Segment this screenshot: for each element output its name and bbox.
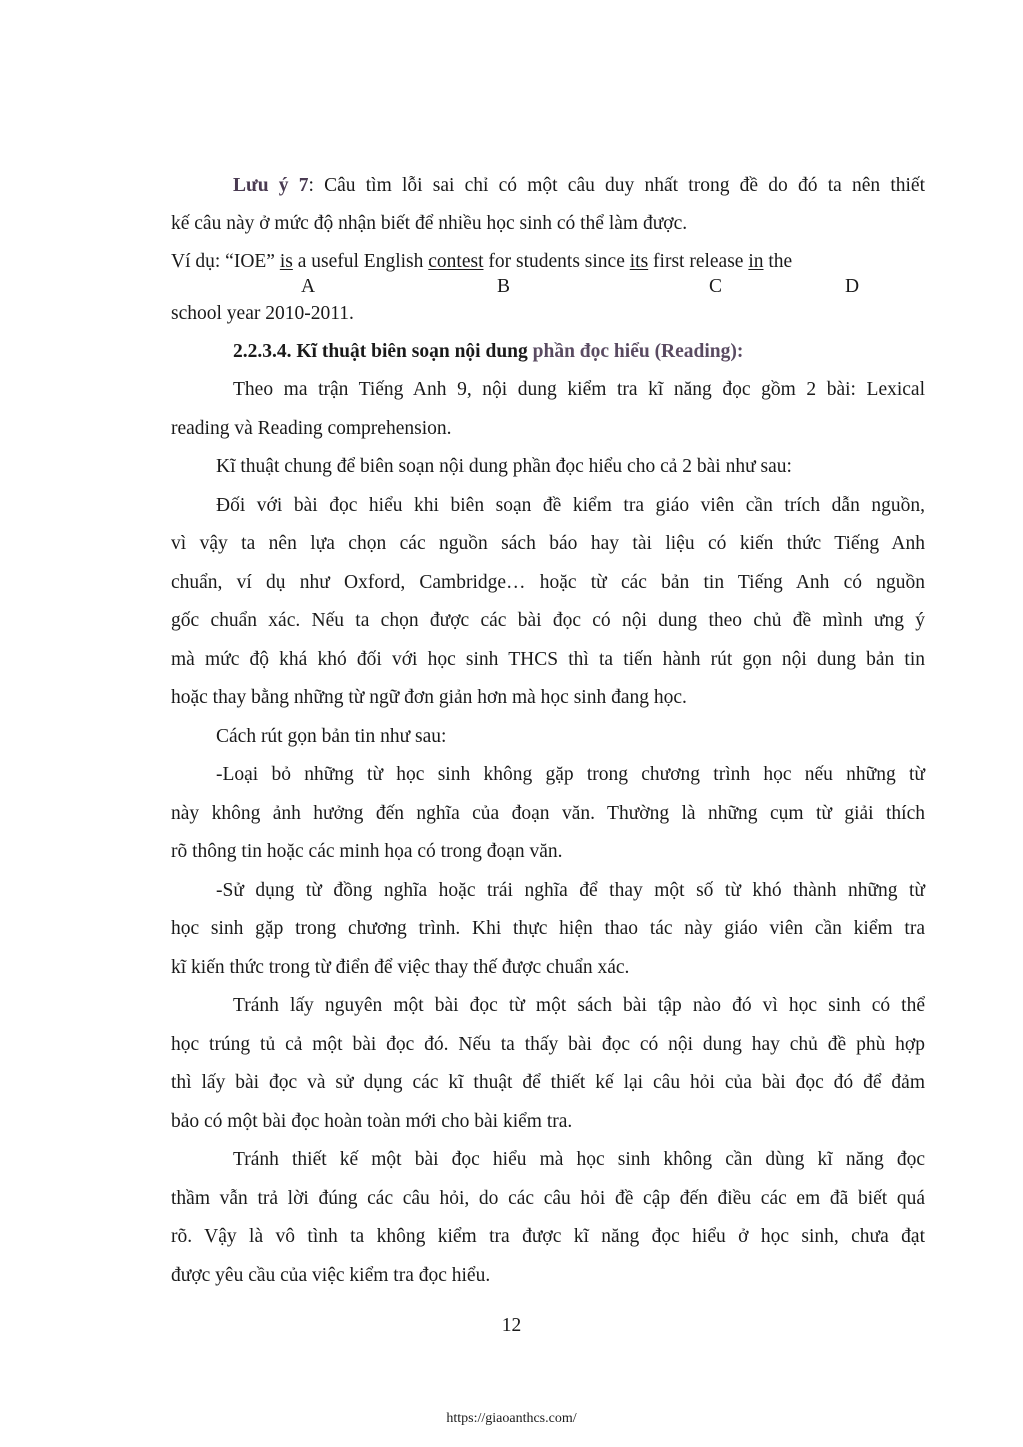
paragraph-line: gốc chuẩn xác. Nếu ta chọn được các bài đọc có nội dung theo chủ đề mình ưng ý xyxy=(171,610,925,631)
footer-url[interactable]: https://giaoanthcs.com/ xyxy=(446,1411,577,1426)
paragraph-line: Tránh thiết kế một bài đọc hiểu mà học sinh không cần dùng kĩ năng đọc xyxy=(233,1149,925,1170)
paragraph-line: mà mức độ khá khó đối với học sinh THCS thì ta tiến hành rút gọn nội dung bản tin xyxy=(171,649,925,670)
paragraph-line: thì lấy bài đọc và sử dụng các kĩ thuật để thiết kế lại câu hỏi của bài đọc đó để đảm xyxy=(171,1072,925,1093)
paragraph-line: Kĩ thuật chung để biên soạn nội dung phần đọc hiểu cho cả 2 bài như sau: xyxy=(216,456,792,477)
example-line-2: school year 2010-2011. xyxy=(171,303,354,324)
note7-label: Lưu ý 7 xyxy=(233,175,309,196)
option-b-label: B xyxy=(497,276,511,297)
paragraph-line: học trúng tủ cả một bài đọc đó. Nếu ta thấy bài đọc có nội dung hay chủ đề phù hợp xyxy=(171,1034,925,1055)
option-c-label: C xyxy=(709,276,723,297)
paragraph-line: chuẩn, ví dụ như Oxford, Cambridge… hoặc từ các bản tin Tiếng Anh có nguồn xyxy=(171,572,925,593)
paragraph-line: hoặc thay bằng những từ ngữ đơn giản hơn mà học sinh đang học. xyxy=(171,687,687,708)
paragraph-line: Đối với bài đọc hiểu khi biên soạn đề kiểm tra giáo viên cần trích dẫn nguồn, xyxy=(216,495,925,516)
paragraph-line: Theo ma trận Tiếng Anh 9, nội dung kiểm tra kĩ năng đọc gồm 2 bài: Lexical xyxy=(233,379,925,400)
option-d-word: in xyxy=(748,251,764,272)
paragraph-line: Cách rút gọn bản tin như sau: xyxy=(216,726,447,747)
option-a-label: A xyxy=(301,276,316,297)
paragraph-line: này không ảnh hưởng đến nghĩa của đoạn văn. Thường là những cụm từ giải thích xyxy=(171,803,925,824)
paragraph-line: -Sử dụng từ đồng nghĩa hoặc trái nghĩa để thay một số từ khó thành những từ xyxy=(216,880,925,901)
section-heading-title: 2.2.3.4. Kĩ thuật biên soạn nội dung xyxy=(233,341,533,362)
option-c-word: its xyxy=(629,251,649,272)
paragraph-line: Tránh lấy nguyên một bài đọc từ một sách bài tập nào đó vì học sinh có thể xyxy=(233,995,925,1016)
option-d-label: D xyxy=(845,276,860,297)
paragraph-line: được yêu cầu của việc kiểm tra đọc hiểu. xyxy=(171,1265,491,1286)
note7-text: : Câu tìm lỗi sai chỉ có một câu duy nhất trong đề do đó ta nên thiết xyxy=(308,175,925,196)
paragraph-line: học sinh gặp trong chương trình. Khi thực hiện thao tác này giáo viên cần kiểm tra xyxy=(171,918,925,939)
paragraph-line: reading và Reading comprehension. xyxy=(171,418,452,439)
paragraph-line: rõ thông tin hoặc các minh họa có trong đoạn văn. xyxy=(171,841,563,862)
example-sentence: Ví dụ: “IOE” is a useful English contest for students since its first release in the xyxy=(171,251,793,272)
paragraph-line: -Loại bỏ những từ học sinh không gặp trong chương trình học nếu những từ xyxy=(216,764,925,785)
section-heading xyxy=(233,340,743,364)
paragraph-line: rõ. Vậy là vô tình ta không kiểm tra được kĩ năng đọc hiểu ở học sinh, chưa đạt xyxy=(171,1226,925,1247)
paragraph-line: vì vậy ta nên lựa chọn các nguồn sách báo hay tài liệu có kiến thức Tiếng Anh xyxy=(171,533,925,554)
paragraph-line: kĩ kiến thức trong từ điển để việc thay thế được chuẩn xác. xyxy=(171,957,630,978)
paragraph-line: thầm vẫn trả lời đúng các câu hỏi, do các câu hỏi đề cập đến điều các em đã biết quá xyxy=(171,1188,925,1209)
note7-line-2: kế câu này ở mức độ nhận biết để nhiều học sinh có thể làm được. xyxy=(171,213,688,234)
paragraph-line: bảo có một bài đọc hoàn toàn mới cho bài kiểm tra. xyxy=(171,1111,573,1132)
section-heading-accent: phần đọc hiểu (Reading): xyxy=(532,341,744,362)
note7-line-1 xyxy=(233,174,925,198)
option-b-word: contest xyxy=(428,251,484,272)
option-a-word: is xyxy=(279,251,293,272)
page-number: 12 xyxy=(501,1315,522,1336)
